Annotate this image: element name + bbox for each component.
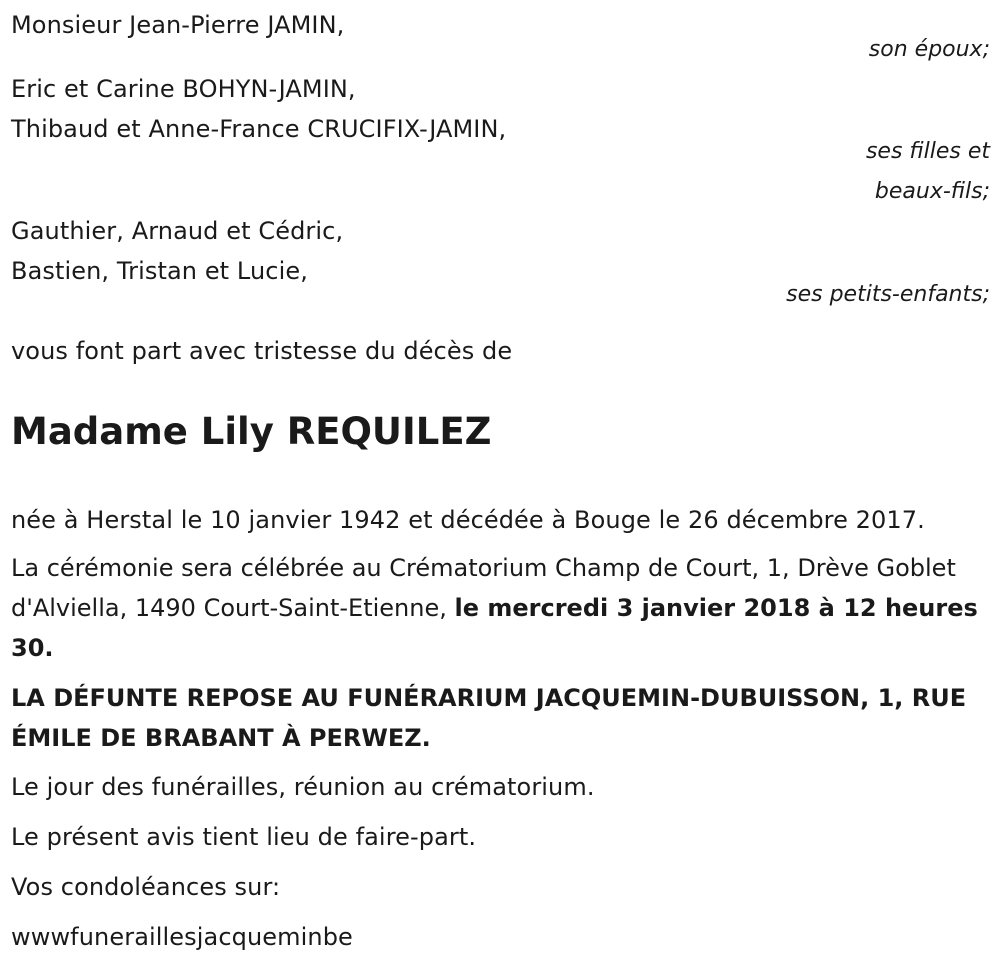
birth-death-text: née à Herstal le 10 janvier 1942 et décédée à Bouge le 26 décembre 2017. bbox=[11, 506, 925, 534]
grandchildren-line-2: Bastien, Tristan et Lucie, bbox=[11, 257, 308, 285]
ceremony-date: le mercredi 3 janvier 2018 à 12 heures 30. bbox=[11, 594, 978, 662]
grandchildren-line-1: Gauthier, Arnaud et Cédric, bbox=[11, 217, 344, 245]
children-relation-2: beaux-fils; bbox=[874, 179, 990, 204]
ceremony-paragraph bbox=[11, 548, 989, 668]
condolences-label: Vos condoléances sur: bbox=[11, 873, 281, 901]
repose-notice: LA DÉFUNTE REPOSE AU FUNÉRARIUM JACQUEMIN-DUBUISSON, 1, RUE ÉMILE DE BRABANT À PERWEZ. bbox=[11, 684, 967, 752]
notice-text: Le présent avis tient lieu de faire-part. bbox=[11, 823, 477, 851]
spouse-name: Monsieur Jean-Pierre JAMIN, bbox=[11, 11, 345, 39]
deceased-name: Madame Lily REQUILEZ bbox=[11, 410, 492, 453]
children-relation-1: ses filles et bbox=[865, 139, 990, 164]
spouse-relation: son époux; bbox=[868, 37, 990, 62]
meeting-text: Le jour des funérailles, réunion au crématorium. bbox=[11, 773, 595, 801]
grandchildren-relation: ses petits-enfants; bbox=[786, 282, 990, 307]
children-line-1: Eric et Carine BOHYN-JAMIN, bbox=[11, 75, 356, 103]
announcement-text: vous font part avec tristesse du décès de bbox=[11, 337, 513, 365]
children-line-2: Thibaud et Anne-France CRUCIFIX-JAMIN, bbox=[11, 115, 507, 143]
ceremony-text: La cérémonie sera célébrée au Crématorium Champ de Court, 1, Drève Goblet d'Alviella, 1490 Court-Saint-Etienne, bbox=[11, 554, 956, 622]
website-link[interactable]: wwwfuneraillesjacqueminbe bbox=[11, 923, 353, 951]
